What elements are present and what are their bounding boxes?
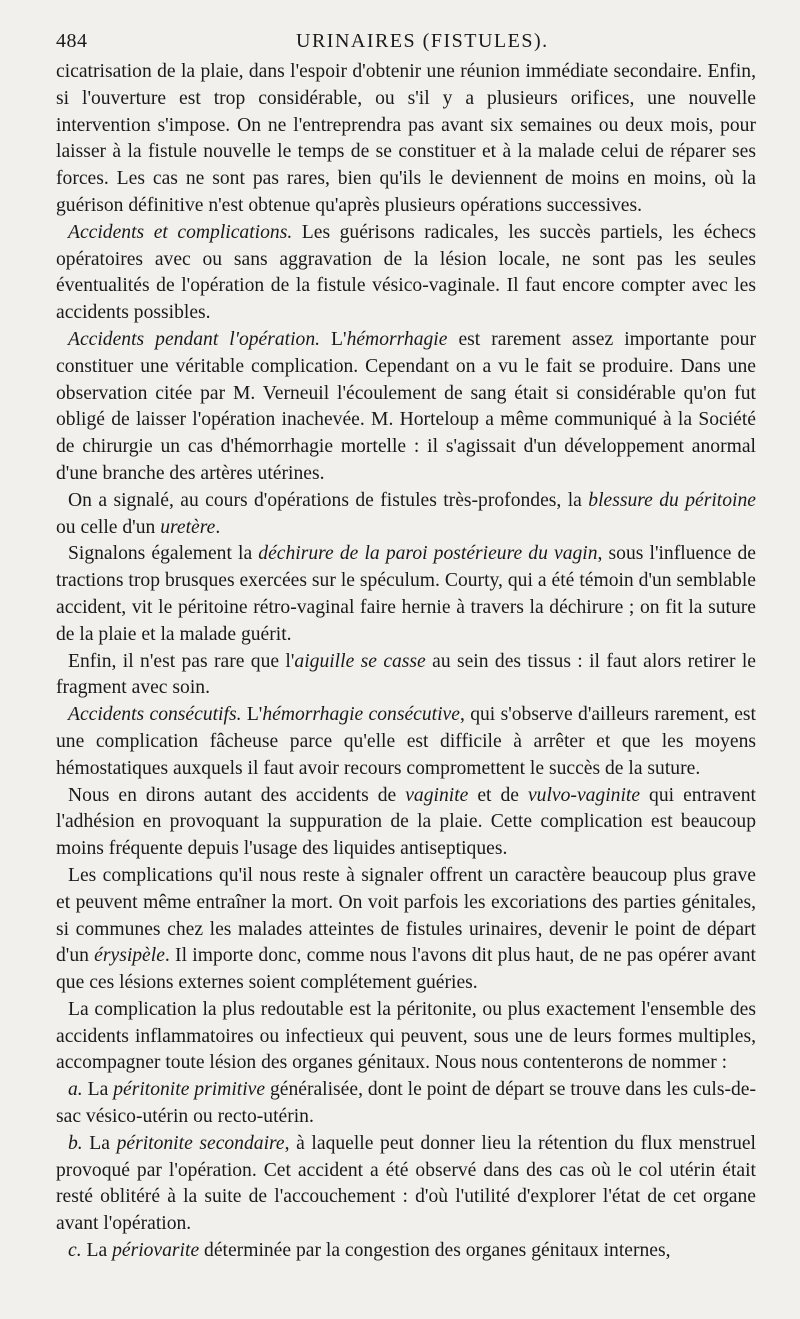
- list-marker: a.: [68, 1079, 83, 1101]
- paragraph: [56, 1077, 756, 1131]
- section-heading: Accidents et complications.: [68, 221, 293, 243]
- text-run: .: [215, 516, 221, 538]
- italic-term: péritonite primitive: [113, 1079, 266, 1101]
- text-run: Les complications qu'il nous reste à signaler offrent un caractère beaucoup plus grave et peuvent même entraîner la mort. On voit parfois les excoriations des parties génitales, si communes chez les malades atteintes de fistules urinaires, devenir le point de départ d'un: [56, 864, 756, 967]
- text-run: L': [320, 328, 347, 350]
- text-run: déterminée par la congestion des organes génitaux internes,: [199, 1240, 671, 1262]
- text-run: La complication la plus redoutable est la péritonite, ou plus exactement l'ensemble des accidents inflammatoires ou infectieux qui peuvent, sous une de leurs formes multiples, accompagner toute lésion des organes génitaux. Nous nous contenterons de nommer :: [56, 998, 756, 1074]
- paragraph: [56, 220, 756, 327]
- page-header: [56, 30, 756, 53]
- paragraph: [56, 863, 756, 997]
- text-run: Signalons également la: [68, 543, 259, 565]
- text-run: et de: [468, 784, 528, 806]
- text-run: qui entravent l'adhésion en provoquant la suppuration de la plaie. Cette complication est beaucoup moins fréquente depuis l'usage des liquides antiseptiques.: [56, 784, 756, 860]
- italic-term: érysipèle: [94, 945, 165, 967]
- text-run: . Il importe donc, comme nous l'avons dit plus haut, de ne pas opérer avant que ces lésions externes soient complétement guéries.: [56, 945, 756, 994]
- paragraph: [56, 59, 756, 220]
- section-heading: Accidents consécutifs.: [68, 704, 242, 726]
- paragraph: [56, 1238, 756, 1265]
- italic-term: hémorrhagie: [346, 328, 448, 350]
- italic-term: hémorrhagie consécutive: [262, 704, 460, 726]
- italic-term: vulvo-vaginite: [527, 784, 641, 806]
- list-marker: b.: [68, 1132, 83, 1154]
- italic-term: blessure du péritoine: [588, 489, 756, 511]
- list-marker: c.: [68, 1240, 82, 1262]
- text-run: La: [81, 1240, 113, 1262]
- text-run: Les guérisons radicales, les succès partiels, les échecs opératoires avec ou sans aggravation de la lésion locale, ne sont pas les seules éventualités de l'opération de la fistule vésico-vaginale. Il faut encore compter avec les accidents possibles.: [56, 221, 756, 324]
- text-run: , à laquelle peut donner lieu la rétention du flux menstruel provoqué par l'opération. Cet accident a été observé dans des cas où le col utérin était resté oblitéré à la suite de l'accouchement : d'où l'utilité d'explorer l'état de cet organe avant l'opération.: [56, 1132, 757, 1235]
- running-title: URINAIRES (FISTULES).: [296, 30, 549, 52]
- text-run: , qui s'observe d'ailleurs rarement, est une complication fâcheuse parce qu'elle est difficile à arrêter et que les moyens hémostatiques auxquels il faut avoir recours compromettent le succès de la suture.: [56, 704, 757, 779]
- italic-term: aiguille se casse: [294, 650, 426, 672]
- text-run: La: [82, 1079, 114, 1101]
- text-run: généralisée, dont le point de départ se trouve dans les culs-de-sac vésico-utérin ou recto-utérin.: [56, 1079, 756, 1128]
- paragraph: [56, 488, 756, 542]
- text-run: , sous l'influence de tractions trop brusques exercées sur le spéculum. Courty, qui a été témoin d'un semblable accident, vit le péritoine rétro-vaginal faire hernie à travers la déchirure ; on fit la suture de la plaie et la malade guérit.: [56, 543, 756, 645]
- italic-term: péritonite secondaire: [116, 1132, 285, 1154]
- section-heading: Accidents pendant l'opération.: [68, 328, 321, 350]
- text-run: Nous en dirons autant des accidents de: [68, 784, 406, 806]
- page-number: 484: [56, 30, 88, 52]
- text-run: On a signalé, au cours d'opérations de fistules très-profondes, la: [68, 489, 589, 511]
- text-run: L': [241, 704, 263, 726]
- paragraph: [56, 1131, 756, 1238]
- text-run: au sein des tissus : il faut alors retirer le fragment avec soin.: [56, 650, 756, 699]
- text-run: La: [82, 1132, 117, 1154]
- italic-term: périovarite: [112, 1240, 200, 1262]
- paragraph: [56, 783, 756, 863]
- text-run: Enfin, il n'est pas rare que l': [68, 650, 295, 672]
- body-text: [56, 59, 756, 1265]
- paragraph: [56, 649, 756, 703]
- text-run: ou celle d'un: [56, 516, 161, 538]
- italic-term: vaginite: [405, 784, 469, 806]
- paragraph: [56, 702, 756, 782]
- text-run: cicatrisation de la plaie, dans l'espoir d'obtenir une réunion immédiate secondaire. Enfin, si l'ouverture est trop considérable, ou s'il y a plusieurs orifices, une nouvelle intervention s'impose. On ne l'entreprendra pas avant six semaines ou deux mois, pour laisser à la fistule nouvelle le temps de se constituer et à la malade celui de réparer ses forces. Les cas ne sont pas rares, bien qu'ils le deviennent de moins en moins, où la guérison définitive n'est obtenue qu'après plusieurs opérations successives.: [56, 61, 756, 216]
- paragraph: [56, 541, 756, 648]
- italic-term: uretère: [160, 516, 216, 538]
- italic-term: déchirure de la paroi postérieure du vagin: [258, 543, 598, 565]
- paragraph: [56, 997, 756, 1077]
- text-run: est rarement assez importante pour constituer une véritable complication. Cependant on a vu le fait se produire. Dans une observation citée par M. Verneuil l'écoulement de sang était si considérable qu'on fut obligé de laisser l'opération inachevée. M. Horteloup a même communiqué à la Société de chirurgie un cas d'hémorrhagie mortelle : il s'agissait d'un développement anormal d'une branche des artères utérines.: [56, 328, 756, 484]
- paragraph: [56, 327, 756, 488]
